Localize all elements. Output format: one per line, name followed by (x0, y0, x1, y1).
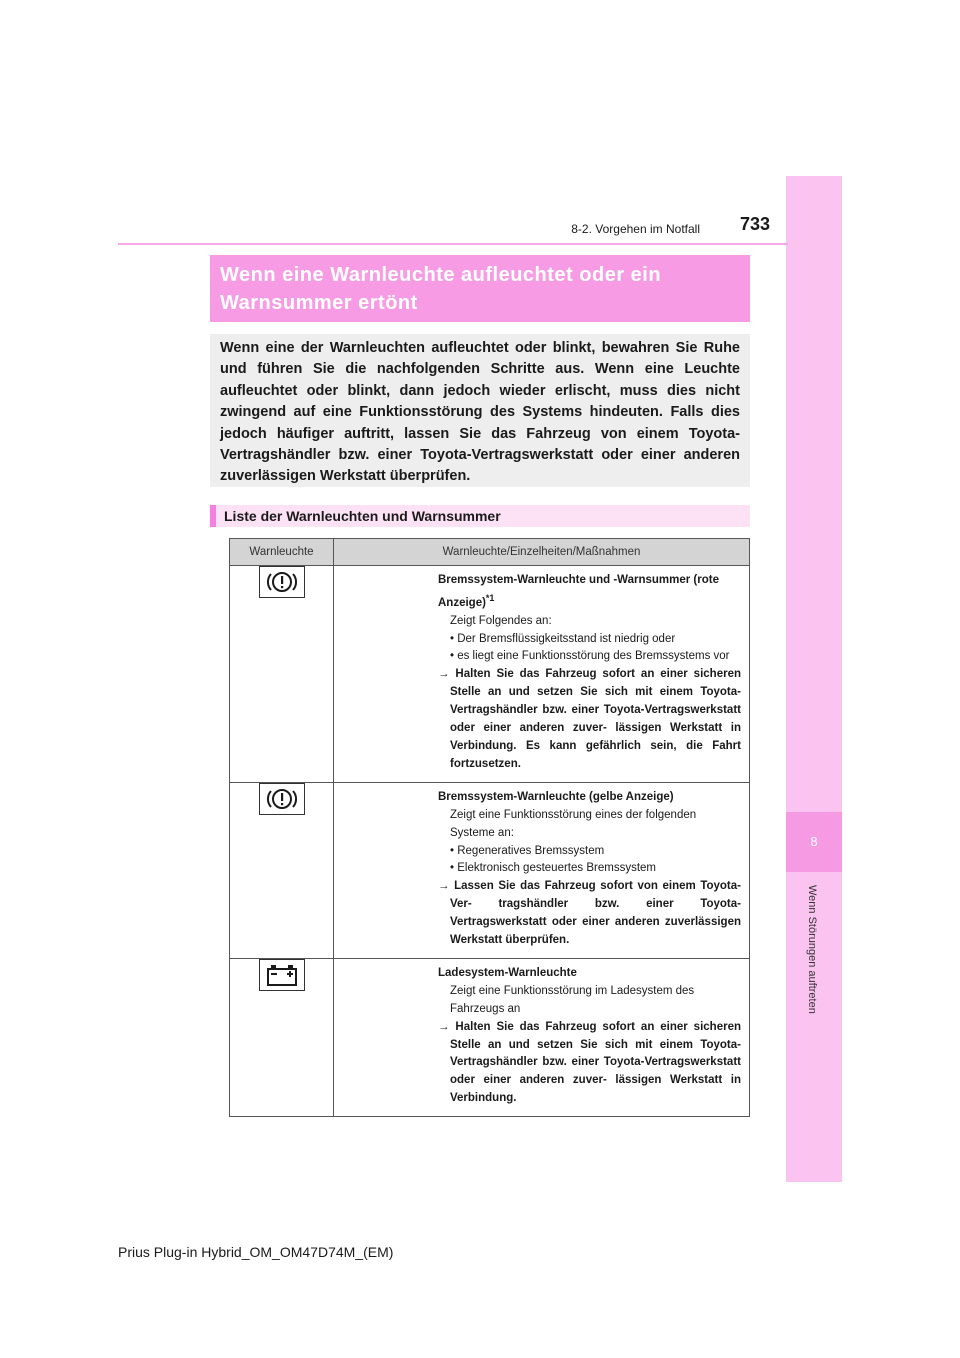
entry-title (438, 572, 741, 613)
entry-action: → Halten Sie das Fahrzeug sofort an einer sicheren Stelle an und setzen Sie sich mit einem Toyota-Vertragshändler bzw. einer Toyota-Vertragswerkstatt oder einer anderen zuver- lässigen Werkstatt in Verbindung. (438, 1020, 741, 1105)
bullet-item: • Der Bremsflüssigkeitsstand ist niedrig oder (450, 632, 676, 645)
table-header-row (230, 539, 750, 566)
description-cell (334, 782, 750, 958)
description-cell (334, 958, 750, 1116)
brake-warning-icon (259, 783, 305, 815)
icon-cell (230, 958, 334, 1116)
brake-warning-icon (259, 566, 305, 598)
footnote-marker: *1 (485, 592, 495, 603)
section-label: 8-2. Vorgehen im Notfall (571, 222, 700, 236)
page-title-line1: Wenn eine Warnleuchte aufleuchtet oder ein (220, 264, 662, 286)
icon-cell (230, 782, 334, 958)
page-title-line2: Warnsummer ertönt (220, 292, 418, 314)
battery-charge-icon (259, 959, 305, 991)
description-cell (334, 566, 750, 783)
entry-title-text: Bremssystem-Warnleuchte und -Warnsummer (rote Anzeige) (438, 574, 719, 609)
entry-title: Bremssystem-Warnleuchte (gelbe Anzeige) (438, 790, 674, 803)
intro-text: Wenn eine der Warnleuchten aufleuchtet oder blinkt, bewahren Sie Ruhe und führen Sie die nachfolgenden Schritte aus. Wenn eine Leuchte aufleuchtet oder blinkt, dann jedoch wieder erlischt, muss dies nicht zwingend auf eine Funktionsstörung des Systems hindeuten. Falls dies jedoch häufiger auftritt, lassen Sie das Fahrzeug von einem Toyota-Vertragshändler bzw. einer Toyota-Vertragswerkstatt oder einer anderen zuverlässigen Werkstatt überprüfen. (220, 340, 740, 485)
header-rule (118, 243, 788, 245)
entry-intro: Zeigt eine Funktionsstörung im Ladesystem des Fahrzeugs an (450, 984, 695, 1015)
list-heading-text: Liste der Warnleuchten und Warnsummer (224, 508, 501, 524)
page-title (210, 255, 750, 317)
table-row (230, 958, 750, 1116)
bullet-item: • Regeneratives Bremssystem (450, 844, 605, 857)
list-heading (210, 505, 750, 527)
column-header-details: Warnleuchte/Einzelheiten/Maßnahmen (334, 539, 750, 566)
entry-title: Ladesystem-Warnleuchte (438, 966, 577, 979)
table-row (230, 782, 750, 958)
column-header-warnleuchte: Warnleuchte (230, 539, 334, 566)
chapter-number-tab: 8 (786, 812, 842, 872)
bullet-item: • es liegt eine Funktionsstörung des Bremssystems vor (450, 650, 730, 663)
table-row (230, 566, 750, 783)
bullet-item: • Elektronisch gesteuertes Bremssystem (450, 862, 656, 875)
footer-doc-id: Prius Plug-in Hybrid_OM_OM47D74M_(EM) (118, 1244, 394, 1260)
entry-intro: Zeigt Folgendes an: (450, 614, 552, 627)
icon-cell (230, 566, 334, 783)
page-number: 733 (740, 214, 771, 234)
intro-box (210, 334, 750, 487)
chapter-title: Wenn Störungen auftreten (806, 885, 818, 1014)
entry-action: → Lassen Sie das Fahrzeug sofort von einem Toyota-Ver- tragshändler bzw. einer Toyota-Vertragswerkstatt oder einer anderen zuverlässigen Werkstatt überprüfen. (438, 880, 741, 947)
chapter-title-vertical (806, 885, 826, 1045)
entry-intro: Zeigt eine Funktionsstörung eines der folgenden Systeme an: (450, 808, 697, 839)
entry-action: → Halten Sie das Fahrzeug sofort an einer sicheren Stelle an und setzen Sie sich mit einem Toyota-Vertragshändler bzw. einer Toyota-Vertragswerkstatt oder einer anderen zuver- lässigen Werkstatt in Verbindung. Es kann gefährlich sein, die Fahrt fortzusetzen. (438, 668, 741, 770)
title-banner (210, 255, 750, 322)
warning-light-table (229, 538, 750, 1117)
